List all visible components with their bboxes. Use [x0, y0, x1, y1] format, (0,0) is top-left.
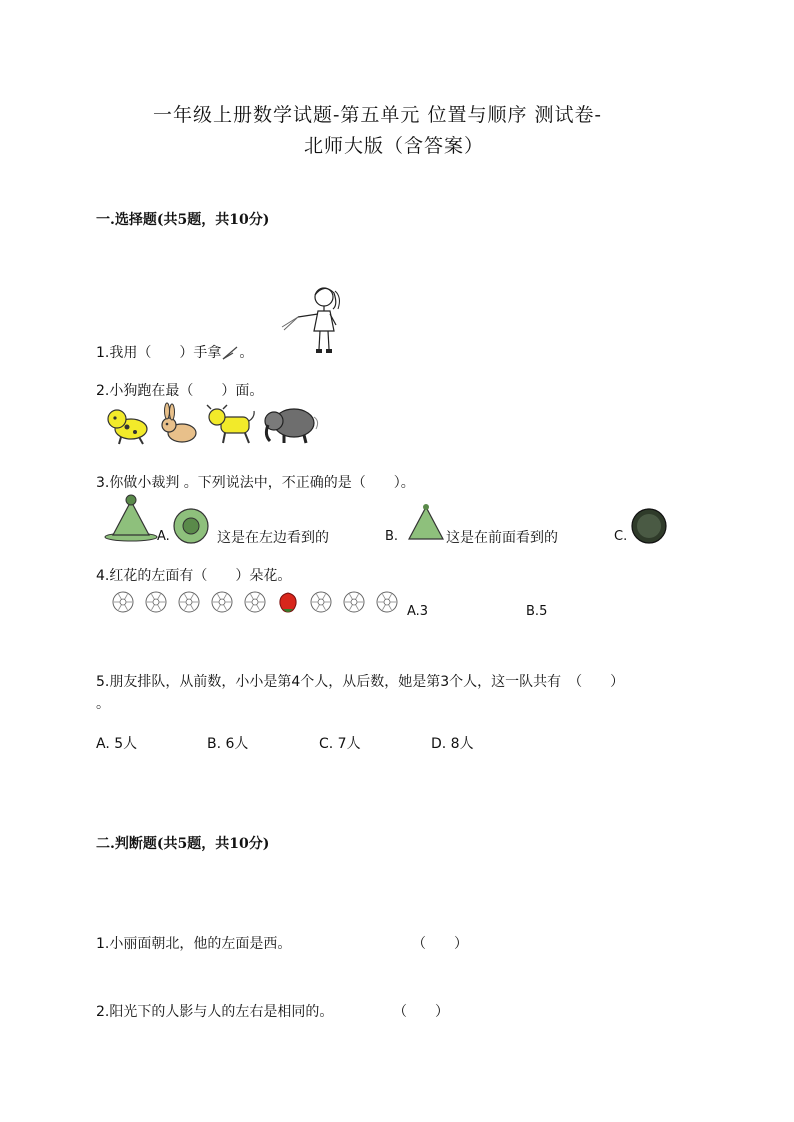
- question-3: 3.你做小裁判 。下列说法中，不正确的是（ ）。: [96, 475, 415, 491]
- flower-row: [110, 589, 410, 615]
- white-flower-icon: [374, 589, 400, 615]
- white-flower-icon: [110, 589, 136, 615]
- q4-option-b[interactable]: [526, 604, 547, 619]
- dog-icon: [105, 405, 153, 445]
- page-title-line1: 一年级上册数学试题-第五单元 位置与顺序 测试卷-: [153, 104, 602, 126]
- q4-option-a-letter: A.: [407, 604, 420, 619]
- red-flower-icon: [275, 589, 301, 615]
- cow-icon: [205, 403, 257, 445]
- question-1-text: 1.我用（ ）手拿: [96, 345, 222, 361]
- white-flower-icon: [176, 589, 202, 615]
- q5-option-c[interactable]: C. 7人: [319, 736, 361, 752]
- q3-option-a-text: 这是在左边看到的: [217, 530, 329, 546]
- cone-front-view-icon: [405, 503, 447, 543]
- question-1-end: 。: [239, 345, 254, 361]
- rabbit-icon: [158, 403, 200, 445]
- section-heading-judgment: 二.判断题(共5题，共10分): [96, 836, 270, 852]
- section-heading-choice: 一.选择题(共5题，共10分): [96, 212, 270, 228]
- q3-option-a-letter[interactable]: A.: [157, 529, 170, 544]
- question-5: 5.朋友排队，从前数，小小是第4个人，从后数，她是第3个人，这一队共有 （ ）: [96, 674, 625, 690]
- cone-side-view-icon: [103, 493, 159, 543]
- white-flower-icon: [341, 589, 367, 615]
- white-flower-icon: [143, 589, 169, 615]
- question-5-cont: 。: [96, 696, 110, 712]
- question-4: 4.红花的左面有（ ）朵花。: [96, 568, 292, 584]
- dark-disk-icon: [631, 508, 667, 544]
- girl-with-tweezers-illustration: [278, 283, 348, 355]
- tweezers-icon: [221, 345, 239, 361]
- question-1: [96, 342, 253, 362]
- judgment-question-2: 2.阳光下的人影与人的左右是相同的。: [96, 1004, 334, 1020]
- judgment-question-2-blank[interactable]: （ ）: [393, 1004, 449, 1020]
- elephant-icon: [262, 403, 320, 445]
- q4-option-b-value: 5: [539, 604, 548, 619]
- question-2: 2.小狗跑在最（ ）面。: [96, 383, 264, 399]
- q5-option-a[interactable]: A. 5人: [96, 736, 138, 752]
- q3-option-b-text: 这是在前面看到的: [446, 530, 558, 546]
- page-title-line2: 北师大版（含答案）: [304, 135, 485, 157]
- q5-option-d[interactable]: D. 8人: [431, 736, 474, 752]
- q4-option-b-letter: B.: [526, 604, 540, 619]
- q5-option-b[interactable]: B. 6人: [207, 736, 249, 752]
- q4-option-a-value: 3: [419, 604, 429, 619]
- q3-option-b-letter[interactable]: B.: [385, 529, 399, 544]
- q3-option-c-letter[interactable]: C.: [614, 529, 628, 544]
- judgment-question-1-blank[interactable]: （ ）: [412, 936, 468, 952]
- disk-top-view-icon: [173, 508, 209, 544]
- white-flower-icon: [242, 589, 268, 615]
- white-flower-icon: [209, 589, 235, 615]
- q4-option-a[interactable]: [407, 604, 428, 619]
- judgment-question-1: 1.小丽面朝北，他的左面是西。: [96, 936, 292, 952]
- white-flower-icon: [308, 589, 334, 615]
